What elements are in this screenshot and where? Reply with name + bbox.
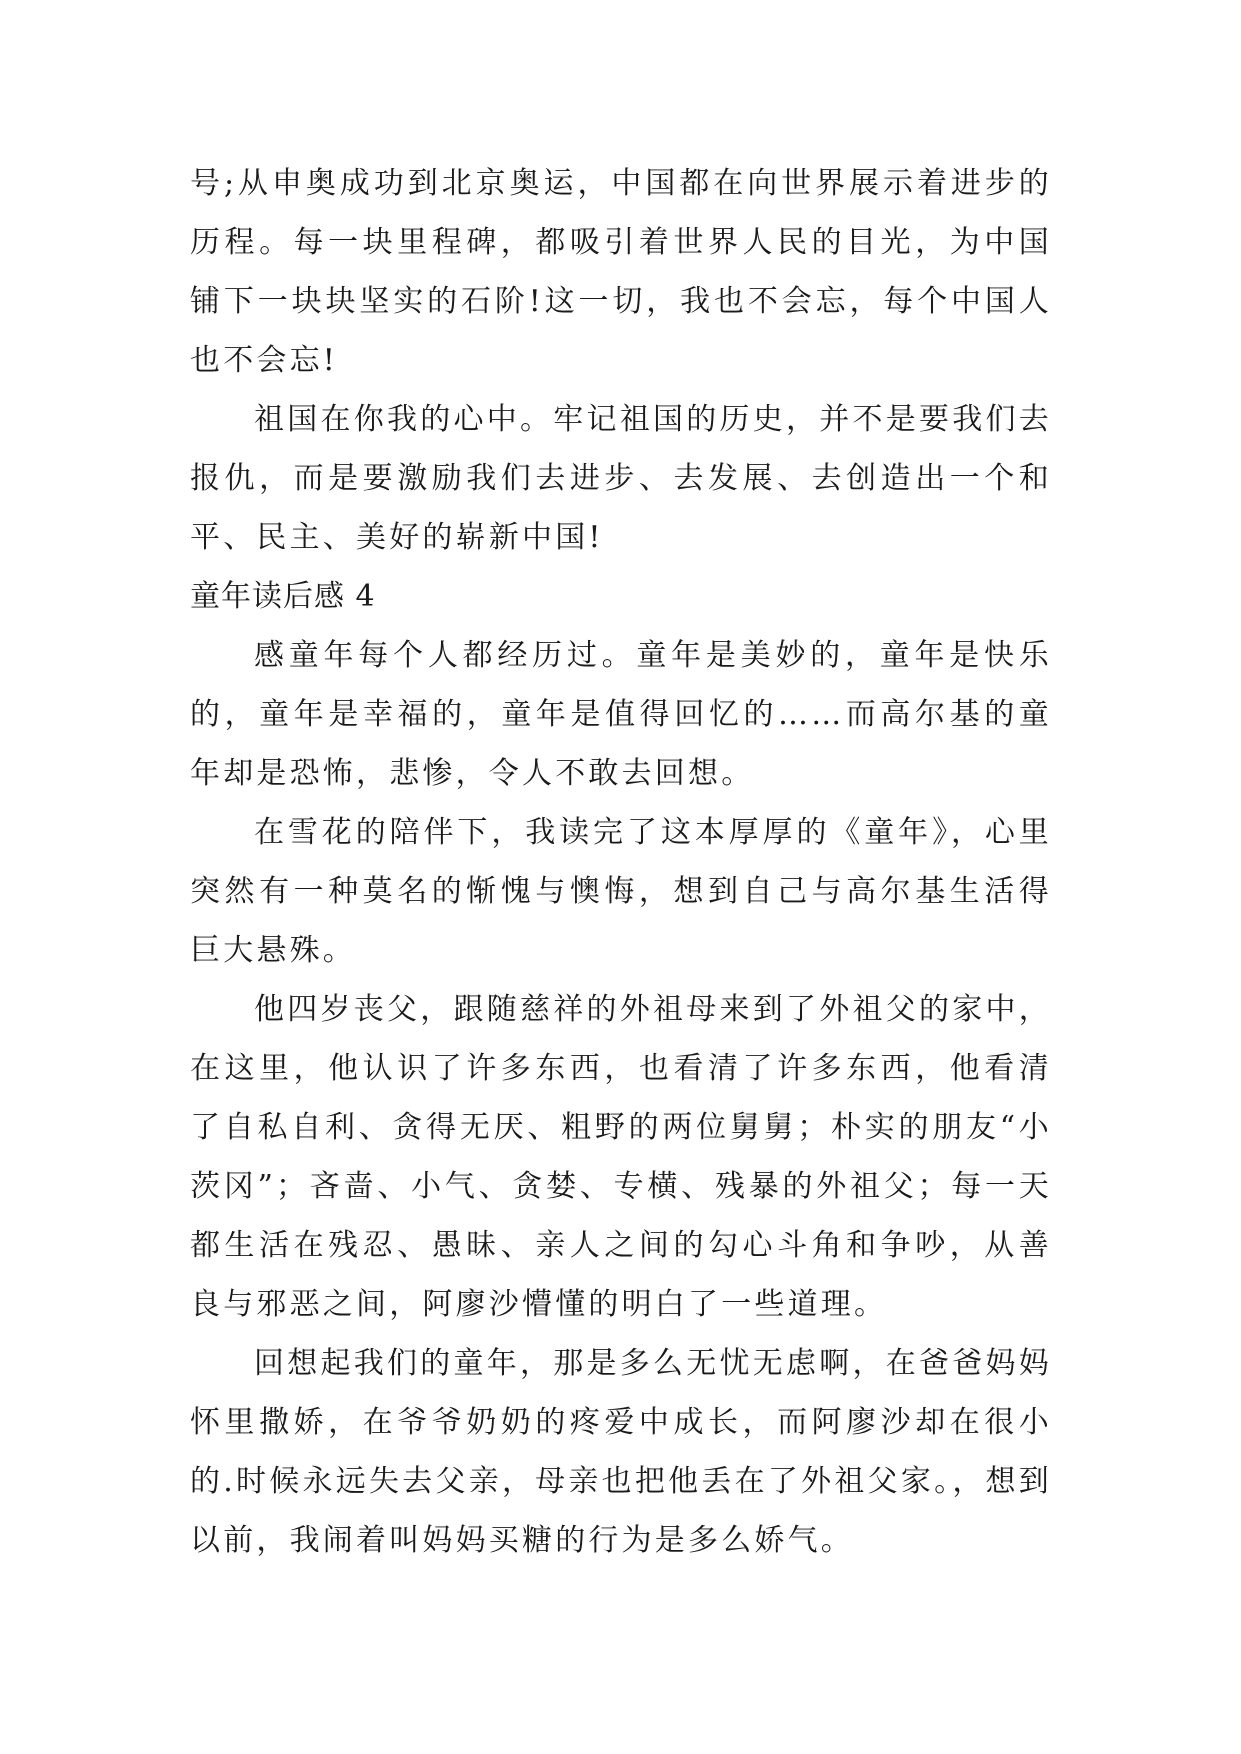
paragraph-father: 他四岁丧父，跟随慈祥的外祖母来到了外祖父的家中，在这里，他认识了许多东西，也看清了许多东西，他看清了自私自利、贪得无厌、粗野的两位舅舅；朴实的朋友“小茨冈”；吝啬、小气、贪婪、专横、残暴的外祖父；每一天都生活在残忍、愚昧、亲人之间的勾心斗角和争吵，从善良与邪恶之间，阿廖沙懵懂的明白了一些道理。 [190, 992, 1052, 1322]
paragraph-motherland: 祖国在你我的心中。牢记祖国的历史，并不是要我们去报仇，而是要激励我们去进步、去发展、去创造出一个和平、民主、美好的崭新中国! [190, 402, 1052, 555]
section-heading: 童年读后感 4 [190, 579, 376, 614]
paragraph-reflection: 回想起我们的童年，那是多么无忧无虑啊，在爸爸妈妈怀里撒娇，在爷爷奶奶的疼爱中成长，而阿廖沙却在很小的.时候永远失去父亲，母亲也把他丢在了外祖父家。，想到以前，我闹着叫妈妈买糖的行为是多么娇气。 [190, 1346, 1052, 1558]
paragraph-reading: 在雪花的陪伴下，我读完了这本厚厚的《童年》，心里突然有一种莫名的惭愧与懊悔，想到自己与高尔基生活得巨大悬殊。 [190, 815, 1052, 968]
paragraph-childhood-intro: 感童年每个人都经历过。童年是美妙的，童年是快乐的，童年是幸福的，童年是值得回忆的……而高尔基的童年却是恐怖，悲惨，令人不敢去回想。 [190, 638, 1052, 791]
paragraph-continuation: 号;从申奥成功到北京奥运，中国都在向世界展示着进步的历程。每一块里程碑，都吸引着世界人民的目光，为中国铺下一块块坚实的石阶!这一切，我也不会忘，每个中国人也不会忘! [190, 166, 1052, 378]
document-body [190, 154, 1052, 1570]
